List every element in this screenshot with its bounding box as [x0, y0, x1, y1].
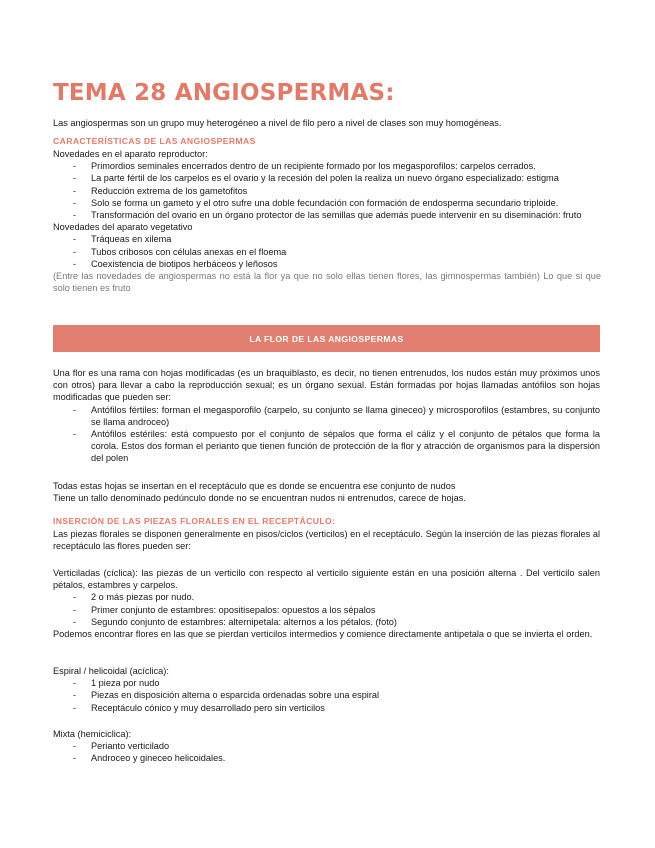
reproductive-list: [53, 160, 601, 221]
section-heading-insertion: INSERCIÓN DE LAS PIEZAS FLORALES EN EL RECEPTÁCULO:: [53, 516, 336, 526]
verticiladas-note: Podemos encontrar flores en las que se pierdan verticilos intermedios y comience directamente antipetala o que se invierta el orden.: [53, 629, 593, 640]
list-item: - Perianto verticilado: [53, 740, 601, 752]
list-item: - Transformación del ovario en un órgano protector de las semillas que además puede intervenir en su diseminación: fruto: [53, 209, 601, 221]
section-banner-flower: LA FLOR DE LAS ANGIOSPERMAS: [53, 325, 600, 352]
list-item: - Tráqueas en xilema: [53, 233, 601, 245]
list-item: - 2 o más piezas por nudo.: [53, 591, 600, 603]
list-item: - La parte fértil de los carpelos es el ovario y la recesión del polen la realiza un nuevo órgano especializado: estigma: [53, 172, 601, 184]
verticiladas-block: [53, 567, 600, 640]
espiral-block: [53, 665, 601, 714]
mixta-heading: Mixta (hemiciclica):: [53, 729, 132, 739]
mixta-list: [53, 740, 601, 764]
verticiladas-text: Verticiladas (cíclica): las piezas de un verticilo con respecto al verticilo siguiente están en una posición alterna . Del verticilo salen pétalos, estambres y carpelos.: [53, 568, 600, 591]
characteristics-block: [53, 148, 601, 294]
list-item: - Solo se forma un gameto y el otro sufre una doble fecundación con formación de endosperma secundario triploide.: [53, 197, 601, 209]
list-item: - Antófilos estériles: está compuesto por el conjunto de sépalos que forma el cáliz y el conjunto de pétalos que forma la corola. Estos dos forman el perianto que tienen función de protección de la flor y atracción de organismos para la dispersión del polen: [53, 428, 600, 465]
list-item: - Primordios seminales encerrados dentro de un recipiente formado por los megasporofilos: carpelos cerrados.: [53, 160, 601, 172]
insertion-intro: Las piezas florales se disponen generalmente en pisos/ciclos (verticilos) en el receptáculo. Según la inserción de las piezas florales al receptáculo las flores pueden ser:: [53, 529, 600, 552]
page-title: TEMA 28 ANGIOSPERMAS:: [53, 80, 395, 106]
receptacle-line: Todas estas hojas se insertan en el receptáculo que es donde se encuentra ese conjunto de nudos: [53, 481, 456, 491]
list-item: - Antófilos fértiles: forman el megasporofilo (carpelo, su conjunto se llama gineceo) y microsporofilos (estambres, su conjunto se llama androceo): [53, 404, 600, 428]
vegetative-list: [53, 233, 601, 270]
list-item: - Primer conjunto de estambres: opositisepalos: opuestos a los sépalos: [53, 604, 600, 616]
list-item: - Coexistencia de biotipos herbáceos y leñosos: [53, 258, 601, 270]
intro-paragraph: Las angiospermas son un grupo muy heterogéneo a nivel de filo pero a nivel de clases son muy homogéneas.: [53, 118, 502, 128]
characteristics-note: (Entre las novedades de angiospermas no está la flor ya que no solo ellas tienen flores, las gimnospermas también) Lo que si que solo tienen es fruto: [53, 271, 601, 294]
verticiladas-list: [53, 591, 600, 628]
receptacle-line: Tiene un tallo denominado pedúnculo donde no se encuentran nudos ni entrenudos, carece de hojas.: [53, 493, 466, 504]
list-item: - Segundo conjunto de estambres: alternipetala: alternos a los pétalos. (foto): [53, 616, 600, 628]
receptacle-block: [53, 480, 601, 504]
list-item: - Tubos cribosos con células anexas en el floema: [53, 246, 601, 258]
list-item: - 1 pieza por nudo: [53, 677, 601, 689]
espiral-list: [53, 677, 601, 714]
list-item: - Piezas en disposición alterna o esparcida ordenadas sobre una espiral: [53, 689, 601, 701]
mixta-block: [53, 728, 601, 765]
flower-intro: Una flor es una rama con hojas modificadas (es un braquiblasto, es decir, no tienen entrenudos, los nudos están muy próximos unos con otros) para llevar a cabo la reproducción sexual; es un órgano sexual. Están formadas por hojas llamadas antófilos son hojas modificadas que pueden ser:: [53, 368, 600, 403]
flower-block: [53, 367, 600, 465]
vegetative-heading: Novedades del aparato vegetativo: [53, 222, 193, 233]
list-item: - Receptáculo cónico y muy desarrollado pero sin verticilos: [53, 702, 601, 714]
list-item: - Androceo y gineceo helicoidales.: [53, 752, 601, 764]
section-heading-characteristics: CARACTERÍSTICAS DE LAS ANGIOSPERMAS: [53, 136, 256, 146]
reproductive-heading: Novedades en el aparato reproductor:: [53, 149, 208, 159]
anthophyll-list: [53, 404, 600, 465]
espiral-heading: Espiral / helicoidal (acíclica):: [53, 666, 169, 676]
list-item: - Reducción extrema de los gametofitos: [53, 185, 601, 197]
